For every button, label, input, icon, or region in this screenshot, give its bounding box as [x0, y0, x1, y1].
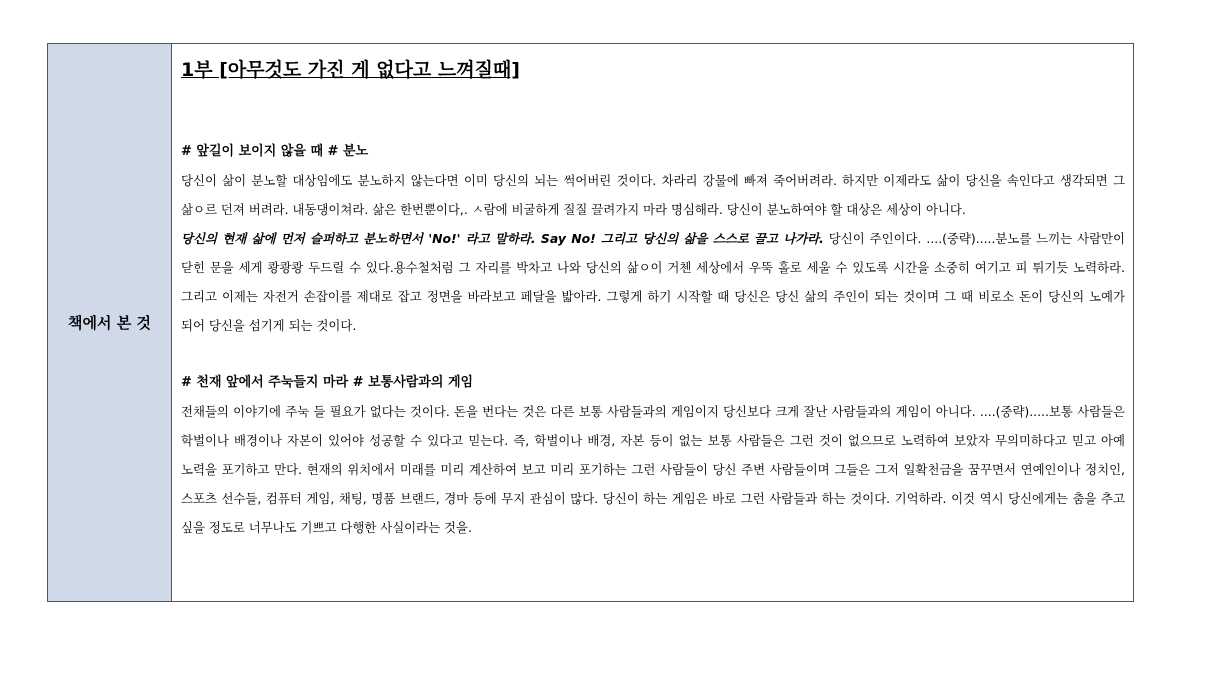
section-heading-2: # 천재 앞에서 주눅들지 마라 # 보통사람과의 게임 [181, 375, 474, 390]
document-table [47, 43, 1134, 602]
section-heading-1: # 앞길이 보이지 않을 때 # 분노 [181, 144, 369, 159]
paragraph-2-rest: 당신이 주인이다. ....(중략).....분노를 느끼는 사람만이 닫힌 문을 세게 쾅쾅쾅 두드릴 수 있다.용수철처럼 그 자리를 박차고 나와 당신의 삶ㅇ이 거첸 세상에서 우뚝 홀로 세울 수 있도록 시간을 소중히 여기고 피 튀기듯 노력하라. 그리고 이제는 자전거 손잡이를 제대로 잡고 정면을 바라보고 페달을 밟아라. 그렇게 하기 시작할 때 당신은 당신 삶의 주인이 되는 것이며 그 때 비로소 돈이 당신의 노예가 되어 당신을 섬기게 되는 것이다. [181, 231, 1125, 333]
content-cell [172, 44, 1133, 601]
part-title: 1부 [아무것도 가진 게 없다고 느껴질때] [181, 59, 520, 81]
paragraph-2 [181, 224, 1125, 340]
paragraph-3: 전채들의 이야기에 주눅 들 필요가 없다는 것이다. 돈을 번다는 것은 다른 보통 사람들과의 게임이지 당신보다 크게 잘난 사람들과의 게임이 아니다. ....(중략).....보통 사람들은 학벌이나 배경이나 자본이 있어야 성공할 수 있다고 믿는다. 즉, 학벌이나 배경, 자본 등이 없는 보통 사람들은 그런 것이 없으므로 노력하여 보았자 무의미하다고 믿고 아예 노력을 포기하고 만다. 현재의 위치에서 미래를 미리 계산하여 보고 미리 포기하는 그런 사람들이 당신 주변 사람들이며 그들은 그저 일확천금을 꿈꾸면서 연예인이나 정치인, 스포츠 선수들, 컴퓨터 게임, 채팅, 명품 브랜드, 경마 등에 무지 관심이 많다. 당신이 하는 게임은 바로 그런 사람들과 하는 것이다. 기억하라. 이것 역시 당신에게는 춤을 추고 싶을 정도로 너무나도 기쁘고 다행한 사실이라는 것을. [181, 404, 1125, 535]
row-label: 책에서 본 것 [68, 314, 151, 332]
spacer [181, 84, 1125, 138]
spacer [181, 340, 1125, 369]
label-cell [48, 44, 172, 601]
emphasis-text: 당신의 현재 삶에 먼저 슬퍼하고 분노하면서 'No!' 라고 말하라. Say No! 그리고 당신의 삶을 스스로 끌고 나가라. [181, 231, 824, 246]
paragraph-1: 당신이 삶이 분노할 대상임에도 분노하지 않는다면 이미 당신의 뇌는 썩어버린 것이다. 차라리 강물에 빠져 죽어버려라. 하지만 이제라도 삶이 당신을 속인다고 생각되면 그 삶ㅇ르 던져 버려라. 내동댕이쳐라. 삶은 한번뿐이다,. ㅅ람에 비굴하게 질질 끌려가지 마라 명심해라. 당신이 분노하여야 할 대상은 세상이 아니다. [181, 173, 1125, 217]
